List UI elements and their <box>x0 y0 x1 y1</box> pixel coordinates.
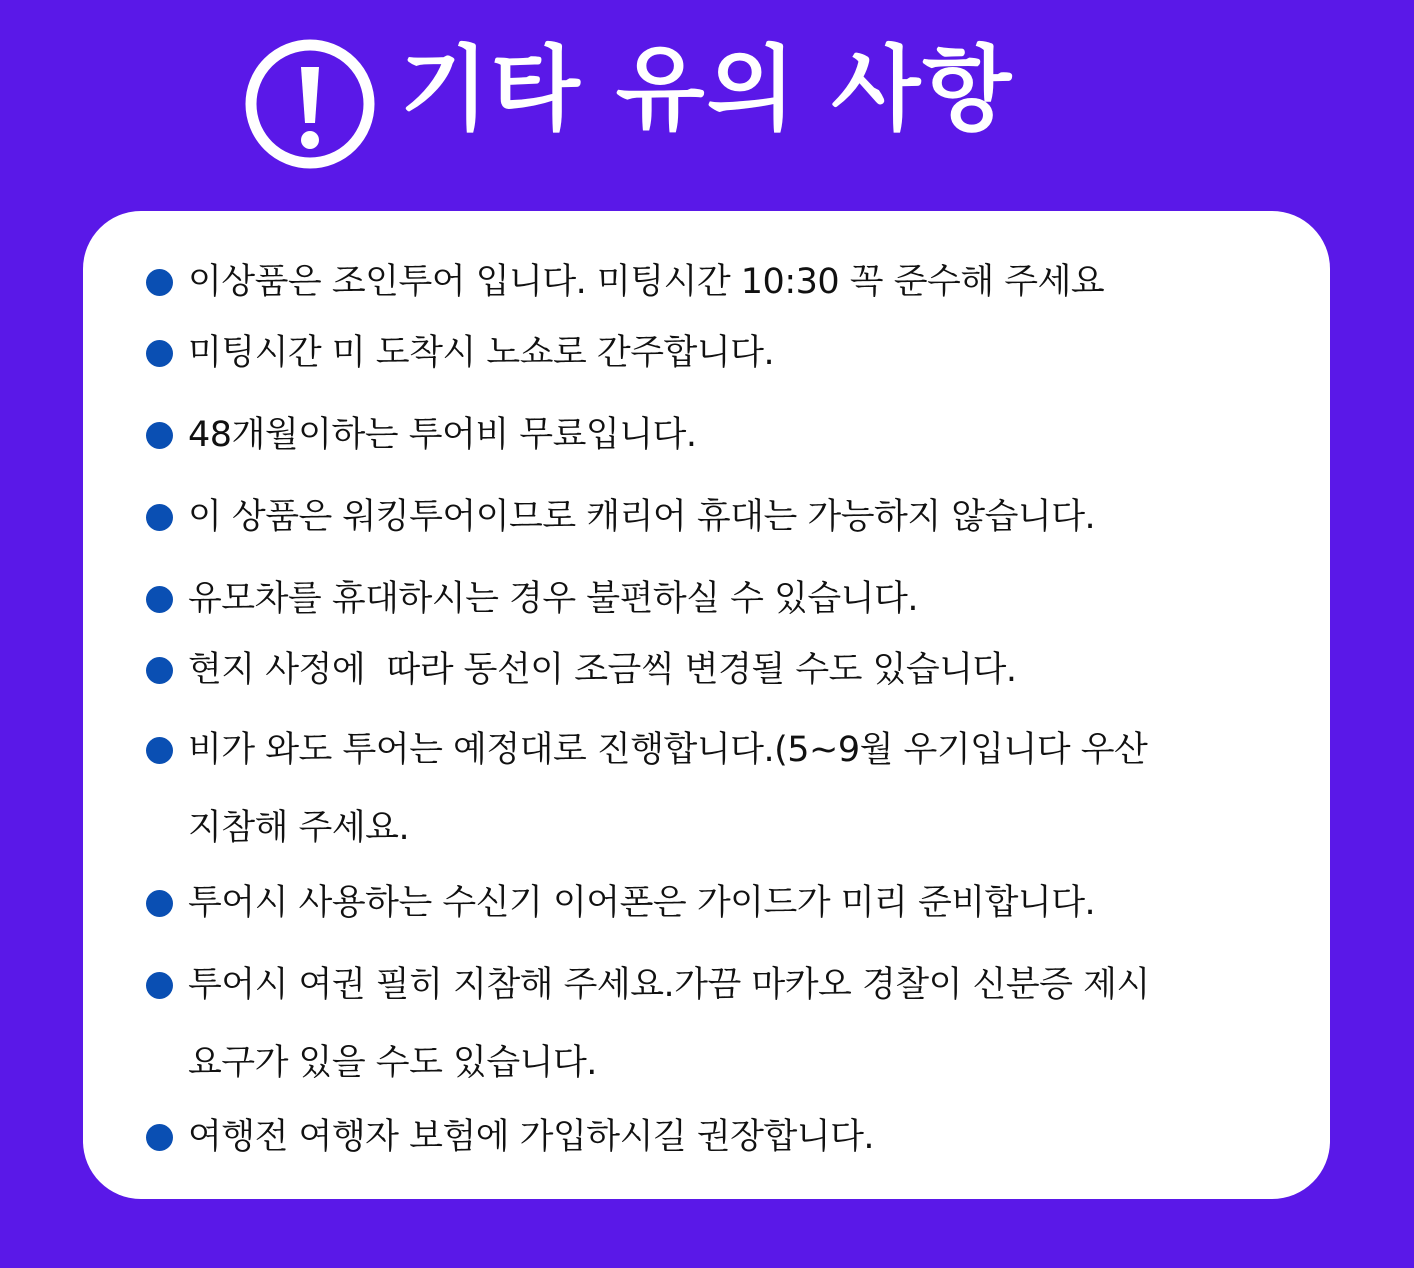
bullet-dot-icon <box>146 657 173 684</box>
notice-item <box>188 560 1268 638</box>
bullet-dot-icon <box>146 586 173 613</box>
notice-text: 이 상품은 워킹투어이므로 캐리어 휴대는 가능하지 않습니다. <box>188 497 1096 537</box>
notice-item <box>188 314 1268 392</box>
notice-text: 48개월이하는 투어비 무료입니다. <box>188 415 697 455</box>
bullet-dot-icon <box>146 422 173 449</box>
notice-text: 현지 사정에 따라 동선이 조금씩 변경될 수도 있습니다. <box>188 650 1017 690</box>
notice-text: 유모차를 휴대하시는 경우 불편하실 수 있습니다. <box>188 579 918 619</box>
bullet-dot-icon <box>146 737 173 764</box>
page-title: 기타 유의 사항 <box>400 36 1014 143</box>
notice-text: 여행전 여행자 보험에 가입하시길 권장합니다. <box>188 1117 875 1157</box>
notice-item <box>188 946 1268 1102</box>
notice-item <box>188 711 1268 867</box>
bullet-dot-icon <box>146 269 173 296</box>
bullet-dot-icon <box>146 504 173 531</box>
notice-item <box>188 243 1268 321</box>
notice-text-continued: 요구가 있을 수도 있습니다. <box>188 1043 597 1083</box>
notice-item <box>188 631 1268 709</box>
bullet-dot-icon <box>146 890 173 917</box>
notice-text: 투어시 사용하는 수신기 이어폰은 가이드가 미리 준비합니다. <box>188 883 1096 923</box>
notice-item <box>188 1098 1268 1176</box>
bullet-dot-icon <box>146 972 173 999</box>
notice-text-continued: 지참해 주세요. <box>188 808 410 848</box>
bullet-dot-icon <box>146 340 173 367</box>
bullet-dot-icon <box>146 1124 173 1151</box>
notice-text: 미팅시간 미 도착시 노쇼로 간주합니다. <box>188 333 775 373</box>
notice-item <box>188 478 1268 556</box>
header <box>0 0 1414 190</box>
notice-text: 비가 와도 투어는 예정대로 진행합니다.(5~9월 우기입니다 우산 <box>188 730 1148 770</box>
notice-text: 투어시 여권 필히 지참해 주세요.가끔 마카오 경찰이 신분증 제시 <box>188 965 1150 1005</box>
notice-card <box>83 211 1330 1199</box>
notice-item <box>188 396 1268 474</box>
notice-text: 이상품은 조인투어 입니다. 미팅시간 10:30 꼭 준수해 주세요 <box>188 262 1105 302</box>
notice-item <box>188 864 1268 942</box>
exclamation-circle-icon <box>243 37 377 171</box>
